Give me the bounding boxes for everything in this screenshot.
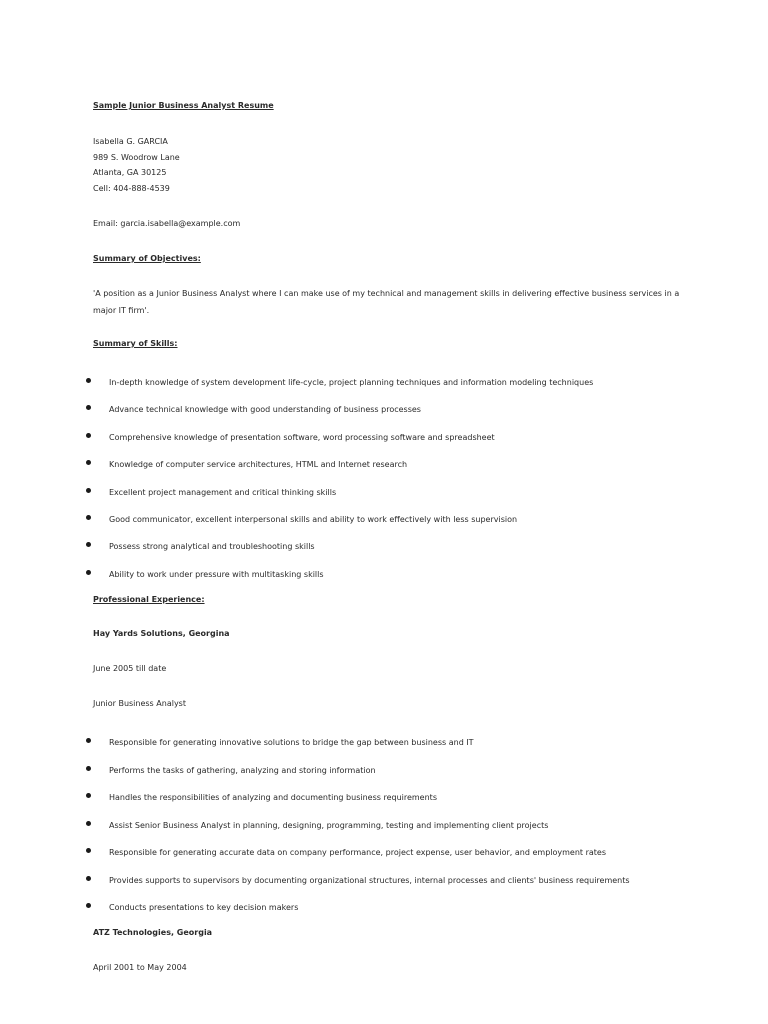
skills-heading: Summary of Skills: xyxy=(93,339,178,348)
bullet-icon xyxy=(86,542,91,547)
contact-street: 989 S. Woodrow Lane xyxy=(93,153,180,162)
job-company: ATZ Technologies, Georgia xyxy=(93,928,213,937)
job-company: Hay Yards Solutions, Georgina xyxy=(93,629,230,638)
bullet-icon xyxy=(86,821,91,826)
resume-title: Sample Junior Business Analyst Resume xyxy=(93,101,274,110)
job-dates: April 2001 to May 2004 xyxy=(93,963,187,972)
objectives-heading: Summary of Objectives: xyxy=(93,254,201,263)
skill-item: Knowledge of computer service architectures, HTML and Internet research xyxy=(109,460,408,469)
contact-email: Email: garcia.isabella@example.com xyxy=(93,219,241,228)
contact-name: Isabella G. GARCIA xyxy=(93,137,168,146)
bullet-icon xyxy=(86,378,91,383)
job-dates: June 2005 till date xyxy=(93,664,167,673)
duty-item: Responsible for generating innovative solutions to bridge the gap between business and IT xyxy=(109,738,474,747)
skill-item: Comprehensive knowledge of presentation software, word processing software and spreadsheet xyxy=(109,433,495,442)
bullet-icon xyxy=(86,570,91,575)
job-role: Junior Business Analyst xyxy=(93,699,186,708)
bullet-icon xyxy=(86,876,91,881)
bullet-icon xyxy=(86,738,91,743)
skill-item: In-depth knowledge of system development life-cycle, project planning techniques and information modeling techniques xyxy=(109,378,594,387)
skill-item: Possess strong analytical and troubleshooting skills xyxy=(109,542,315,551)
objectives-text: 'A position as a Junior Business Analyst where I can make use of my technical and management skills in delivering effective business services in a major IT firm'. xyxy=(93,289,680,315)
bullet-icon xyxy=(86,848,91,853)
bullet-icon xyxy=(86,515,91,520)
contact-city: Atlanta, GA 30125 xyxy=(93,168,167,177)
bullet-icon xyxy=(86,433,91,438)
duty-item: Assist Senior Business Analyst in planning, designing, programming, testing and implementing client projects xyxy=(109,821,549,830)
duty-item: Responsible for generating accurate data on company performance, project expense, user behavior, and employment rates xyxy=(109,848,607,857)
bullet-icon xyxy=(86,793,91,798)
bullet-icon xyxy=(86,460,91,465)
contact-cell: Cell: 404-888-4539 xyxy=(93,184,170,193)
skill-item: Ability to work under pressure with multitasking skills xyxy=(109,570,324,579)
duty-item: Conducts presentations to key decision makers xyxy=(109,903,299,912)
duty-item: Performs the tasks of gathering, analyzing and storing information xyxy=(109,766,376,775)
skill-item: Excellent project management and critical thinking skills xyxy=(109,488,337,497)
bullet-icon xyxy=(86,405,91,410)
duty-item: Provides supports to supervisors by documenting organizational structures, internal processes and clients' business requirements xyxy=(109,876,630,885)
bullet-icon xyxy=(86,903,91,908)
experience-heading: Professional Experience: xyxy=(93,595,205,604)
duty-item: Handles the responsibilities of analyzing and documenting business requirements xyxy=(109,793,437,802)
skill-item: Advance technical knowledge with good understanding of business processes xyxy=(109,405,421,414)
skill-item: Good communicator, excellent interpersonal skills and ability to work effectively with less supervision xyxy=(109,515,518,524)
bullet-icon xyxy=(86,488,91,493)
bullet-icon xyxy=(86,766,91,771)
